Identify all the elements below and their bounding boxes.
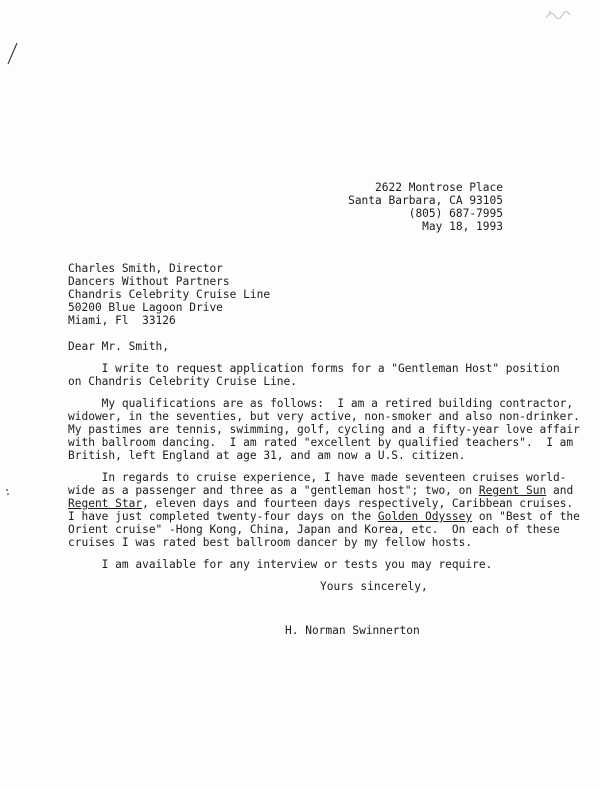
line-text: I have just completed twenty-four days on the [68, 510, 378, 523]
pen-mark [5, 42, 19, 66]
line-text: on "Best of the [472, 510, 580, 523]
ship-name-regent-star: Regent Star [68, 497, 143, 510]
line-text: , eleven days and fourteen days respectively, Caribbean cruises. [142, 497, 574, 510]
recipient-organization: Dancers Without Partners [68, 275, 230, 288]
sender-phone: (805) 687-7995 [408, 207, 503, 220]
recipient-city: Miami, Fl 33126 [68, 314, 176, 327]
paragraph-line: cruises I was rated best ballroom dancer by my fellow hosts. [68, 536, 473, 549]
paragraph-line: with ballroom dancing. I am rated "excellent by qualified teachers". I am [68, 436, 574, 449]
paragraph-line: My qualifications are as follows: I am a retired building contractor, [68, 397, 574, 410]
paragraph-availability: I am available for any interview or tests you may require. [68, 558, 493, 571]
signature-name: H. Norman Swinnerton [285, 624, 420, 637]
paragraph-line [68, 510, 580, 523]
paragraph-line [68, 497, 573, 510]
margin-dots [4, 488, 12, 498]
ship-name-regent-sun: Regent Sun [478, 484, 547, 497]
recipient-name: Charles Smith, Director [68, 262, 223, 275]
closing: Yours sincerely, [320, 580, 428, 593]
paragraph-line: In regards to cruise experience, I have made seventeen cruises world- [68, 471, 567, 484]
paragraph-line: British, left England at age 31, and am now a U.S. citizen. [68, 449, 466, 462]
recipient-street: 50200 Blue Lagoon Drive [68, 301, 223, 314]
paragraph-line: widower, in the seventies, but very active, non-smoker and also non-drinker. [68, 410, 580, 423]
recipient-company: Chandris Celebrity Cruise Line [68, 288, 271, 301]
paragraph-line: I write to request application forms for a "Gentleman Host" position [68, 362, 560, 375]
letter-date: May 18, 1993 [422, 220, 503, 233]
line-text: and [546, 484, 574, 497]
line-text: wide as a passenger and three as a "gentleman host"; two, on [68, 484, 479, 497]
sender-city: Santa Barbara, CA 93105 [348, 194, 503, 207]
paragraph-line: My pastimes are tennis, swimming, golf, cycling and a fifty-year love affair [68, 423, 580, 436]
paragraph-line: Orient cruise" -Hong Kong, China, Japan and Korea, etc. On each of these [68, 523, 560, 536]
corner-scribble [542, 6, 576, 24]
paragraph-line: on Chandris Celebrity Cruise Line. [68, 375, 298, 388]
sender-street: 2622 Montrose Place [375, 181, 503, 194]
ship-name-golden-odyssey: Golden Odyssey [377, 510, 473, 523]
paragraph-line [68, 484, 573, 497]
salutation: Dear Mr. Smith, [68, 340, 170, 353]
